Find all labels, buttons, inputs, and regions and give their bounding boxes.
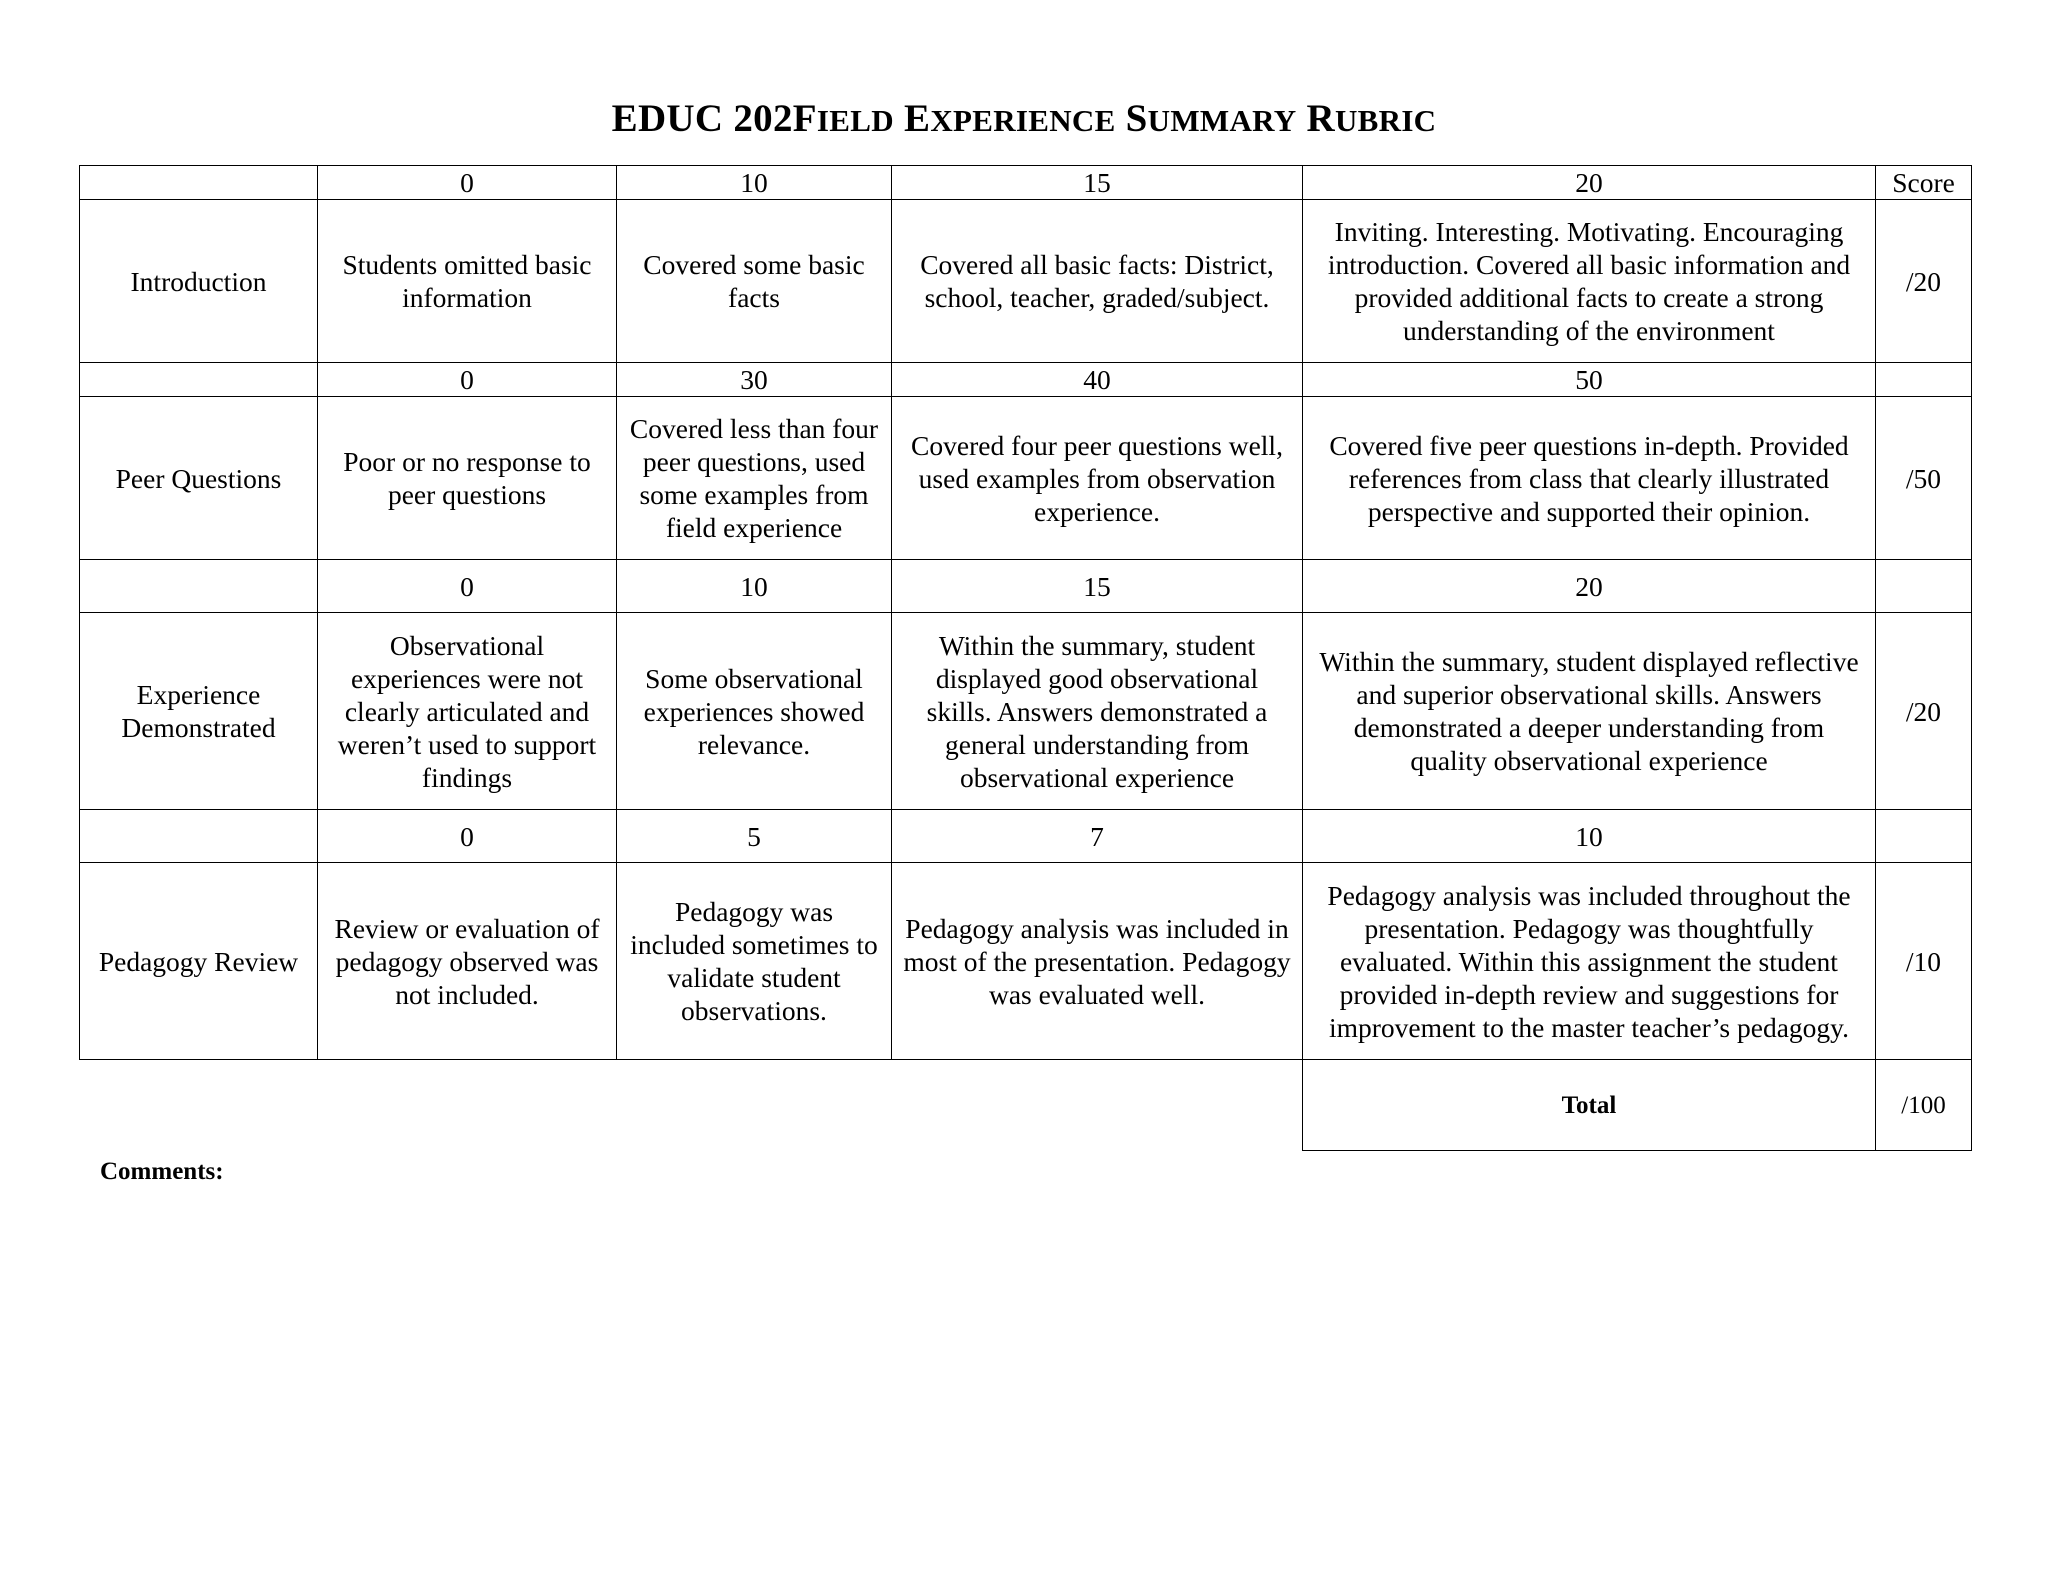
descriptor-cell: Covered five peer questions in-depth. Provided references from class that clearly illustrated perspective and supported their opinion. — [1303, 397, 1876, 560]
title-letters: IELD — [816, 103, 894, 138]
rubric-row-peer-questions — [80, 397, 1972, 560]
blank-cell — [1876, 560, 1972, 613]
title-letters: UBRIC — [1334, 103, 1437, 138]
total-score: /100 — [1876, 1060, 1972, 1151]
blank-cell — [892, 1060, 1303, 1151]
points-cell: 15 — [892, 560, 1303, 613]
points-cell: 0 — [318, 560, 617, 613]
points-cell: 5 — [617, 810, 892, 863]
points-cell: 0 — [318, 166, 617, 200]
blank-cell — [80, 560, 318, 613]
points-cell: 0 — [318, 810, 617, 863]
points-cell: 7 — [892, 810, 1303, 863]
blank-cell — [617, 1060, 892, 1151]
descriptor-cell: Covered four peer questions well, used examples from observation experience. — [892, 397, 1303, 560]
points-cell: 0 — [318, 363, 617, 397]
points-cell: 10 — [1303, 810, 1876, 863]
descriptor-cell: Some observational experiences showed relevance. — [617, 613, 892, 810]
category-cell: Experience Demonstrated — [80, 613, 318, 810]
category-cell: Pedagogy Review — [80, 863, 318, 1060]
descriptor-cell: Students omitted basic information — [318, 200, 617, 363]
category-cell: Peer Questions — [80, 397, 318, 560]
score-header: Score — [1876, 166, 1972, 200]
blank-cell — [80, 1060, 318, 1151]
score-cell: /20 — [1876, 613, 1972, 810]
blank-cell — [318, 1060, 617, 1151]
points-cell: 10 — [617, 166, 892, 200]
points-row — [80, 363, 1972, 397]
descriptor-cell: Poor or no response to peer questions — [318, 397, 617, 560]
document-title — [0, 96, 2048, 141]
rubric-row-experience-demonstrated — [80, 613, 1972, 810]
blank-cell — [1876, 810, 1972, 863]
comments-label: Comments: — [100, 1158, 224, 1185]
blank-cell — [80, 363, 318, 397]
title-course: EDUC 202 — [611, 97, 793, 140]
descriptor-cell: Covered some basic facts — [617, 200, 892, 363]
title-letters: UMMARY — [1147, 103, 1297, 138]
descriptor-cell: Within the summary, student displayed reflective and superior observational skills. Answers demonstrated a deeper understanding from quality observational experience — [1303, 613, 1876, 810]
blank-cell — [80, 810, 318, 863]
points-cell: 30 — [617, 363, 892, 397]
descriptor-cell: Observational experiences were not clearly articulated and weren’t used to support findings — [318, 613, 617, 810]
points-cell: 15 — [892, 166, 1303, 200]
score-cell: /20 — [1876, 200, 1972, 363]
category-cell: Introduction — [80, 200, 318, 363]
points-cell: 20 — [1303, 560, 1876, 613]
points-cell: 10 — [617, 560, 892, 613]
descriptor-cell: Pedagogy analysis was included throughout the presentation. Pedagogy was thoughtfully evaluated. Within this assignment the student provided in-depth review and suggestions for improvement to the master teacher’s pedagogy. — [1303, 863, 1876, 1060]
title-letter: E — [903, 97, 931, 140]
title-letter: S — [1125, 97, 1148, 140]
score-cell: /50 — [1876, 397, 1972, 560]
points-row — [80, 560, 1972, 613]
blank-cell — [80, 166, 318, 200]
total-row — [80, 1060, 1972, 1151]
points-row — [80, 166, 1972, 200]
title-letter: R — [1306, 97, 1335, 140]
descriptor-cell: Covered less than four peer questions, used some examples from field experience — [617, 397, 892, 560]
rubric-table — [79, 165, 1972, 1151]
points-cell: 20 — [1303, 166, 1876, 200]
title-letters: XPERIENCE — [930, 103, 1116, 138]
points-cell: 40 — [892, 363, 1303, 397]
title-letter: F — [792, 97, 817, 140]
points-cell: 50 — [1303, 363, 1876, 397]
descriptor-cell: Pedagogy was included sometimes to validate student observations. — [617, 863, 892, 1060]
score-cell: /10 — [1876, 863, 1972, 1060]
descriptor-cell: Pedagogy analysis was included in most of the presentation. Pedagogy was evaluated well. — [892, 863, 1303, 1060]
descriptor-cell: Covered all basic facts: District, school, teacher, graded/subject. — [892, 200, 1303, 363]
rubric-row-pedagogy-review — [80, 863, 1972, 1060]
total-label: Total — [1303, 1060, 1876, 1151]
descriptor-cell: Within the summary, student displayed good observational skills. Answers demonstrated a general understanding from observational experience — [892, 613, 1303, 810]
descriptor-cell: Inviting. Interesting. Motivating. Encouraging introduction. Covered all basic information and provided additional facts to create a strong understanding of the environment — [1303, 200, 1876, 363]
blank-cell — [1876, 363, 1972, 397]
points-row — [80, 810, 1972, 863]
rubric-row-introduction — [80, 200, 1972, 363]
descriptor-cell: Review or evaluation of pedagogy observed was not included. — [318, 863, 617, 1060]
